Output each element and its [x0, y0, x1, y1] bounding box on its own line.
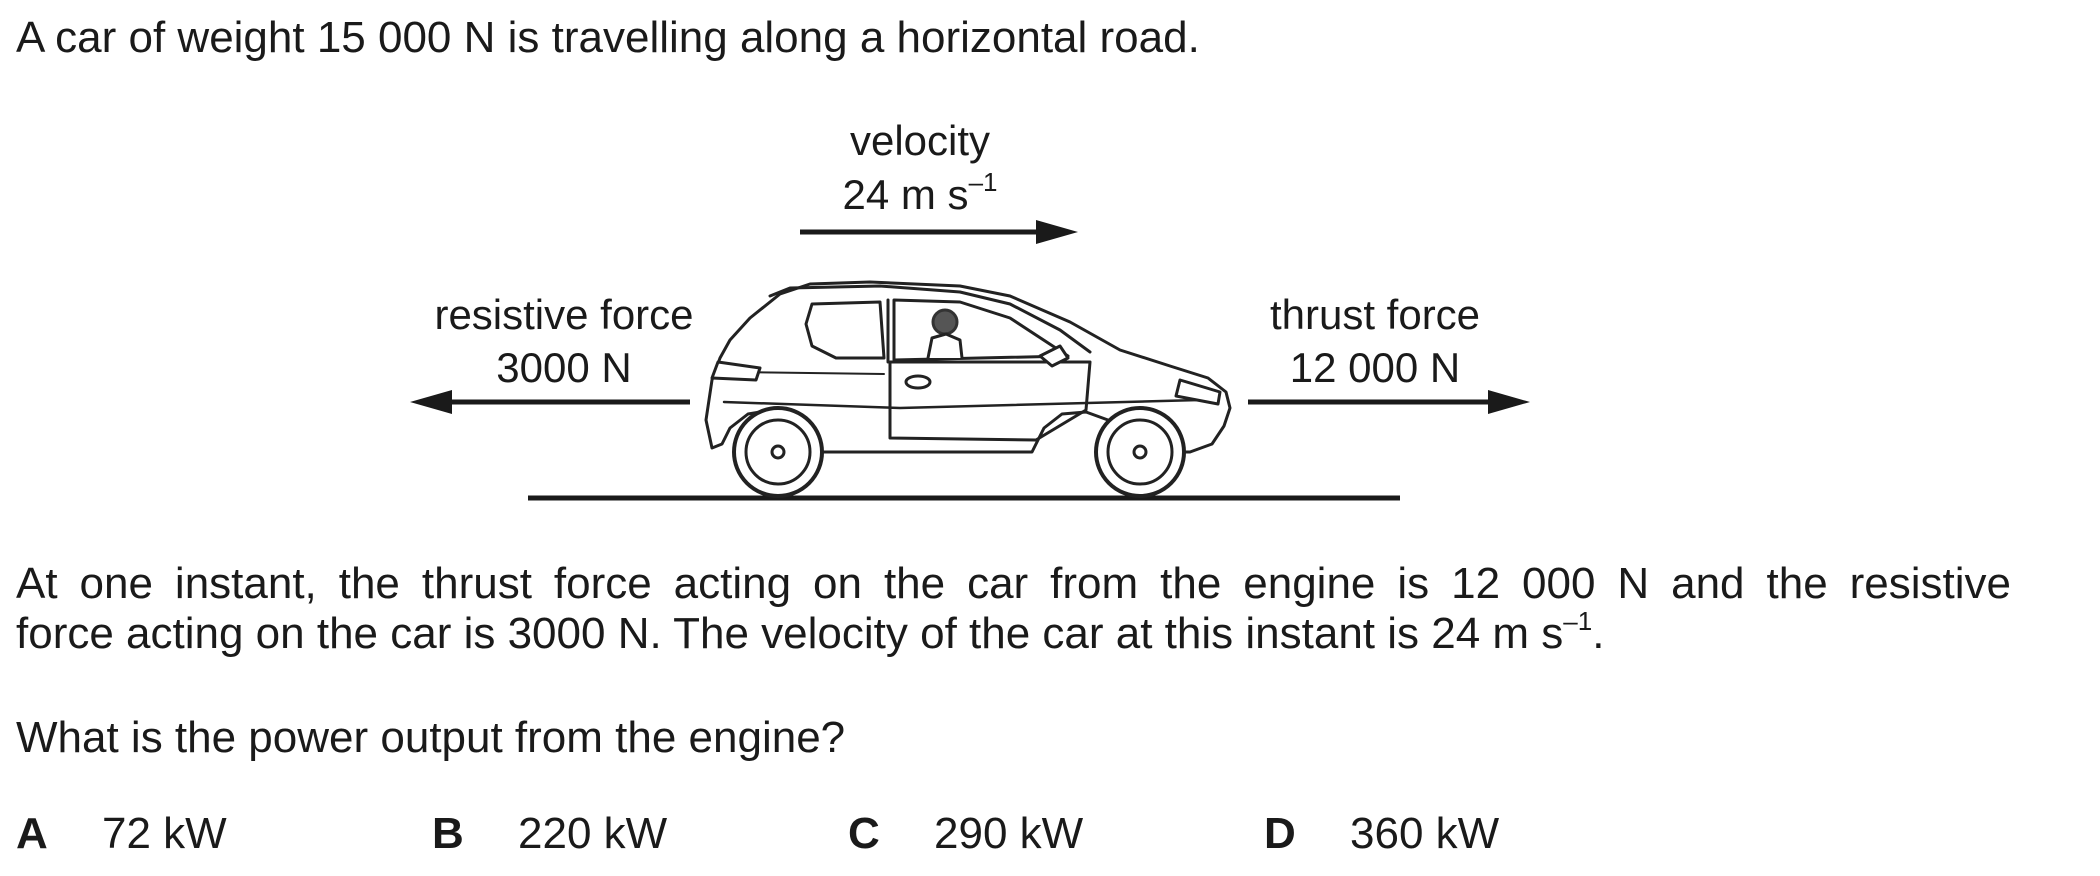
thrust-force-value: 12 000 N [1289, 344, 1461, 391]
statement-line-2: force acting on the car is 3000 N. The velocity of the car at this instant is 24 m $s^{-1}$. [16, 606, 1605, 658]
car-illustration [706, 282, 1230, 496]
velocity-value: 24 m $s^{-1}$ [842, 167, 998, 218]
thrust-force-label: thrust force [1269, 291, 1481, 338]
velocity-exponent: –1 [968, 167, 998, 197]
option-text: 220 kW [518, 809, 668, 858]
resistive-force-value: 3000 N [496, 344, 632, 391]
option-letter: C [848, 809, 880, 858]
resistive-force-label: resistive force [434, 291, 694, 338]
option-d[interactable] [1264, 808, 1499, 860]
option-c[interactable] [848, 808, 1083, 860]
option-letter: B [432, 809, 464, 858]
thrust-force-arrow [1248, 390, 1530, 414]
option-letter: A [16, 809, 48, 858]
option-a[interactable] [16, 808, 227, 860]
velocity-label: velocity [849, 117, 991, 164]
statement-exponent: –1 [1563, 606, 1593, 636]
question-text: What is the power output from the engine? [16, 713, 846, 762]
option-text: 290 kW [934, 809, 1084, 858]
statement-line-1: At one instant, the thrust force acting on the car from the engine is 12 000 N and the resistive [16, 559, 2011, 608]
option-text: 72 kW [102, 809, 227, 858]
resistive-force-arrow [410, 390, 690, 414]
option-b[interactable] [432, 808, 667, 860]
option-text: 360 kW [1350, 809, 1500, 858]
intro-text: A car of weight 15 000 N is travelling along a horizontal road. [16, 13, 1200, 62]
option-letter: D [1264, 809, 1296, 858]
velocity-arrow [800, 220, 1078, 244]
